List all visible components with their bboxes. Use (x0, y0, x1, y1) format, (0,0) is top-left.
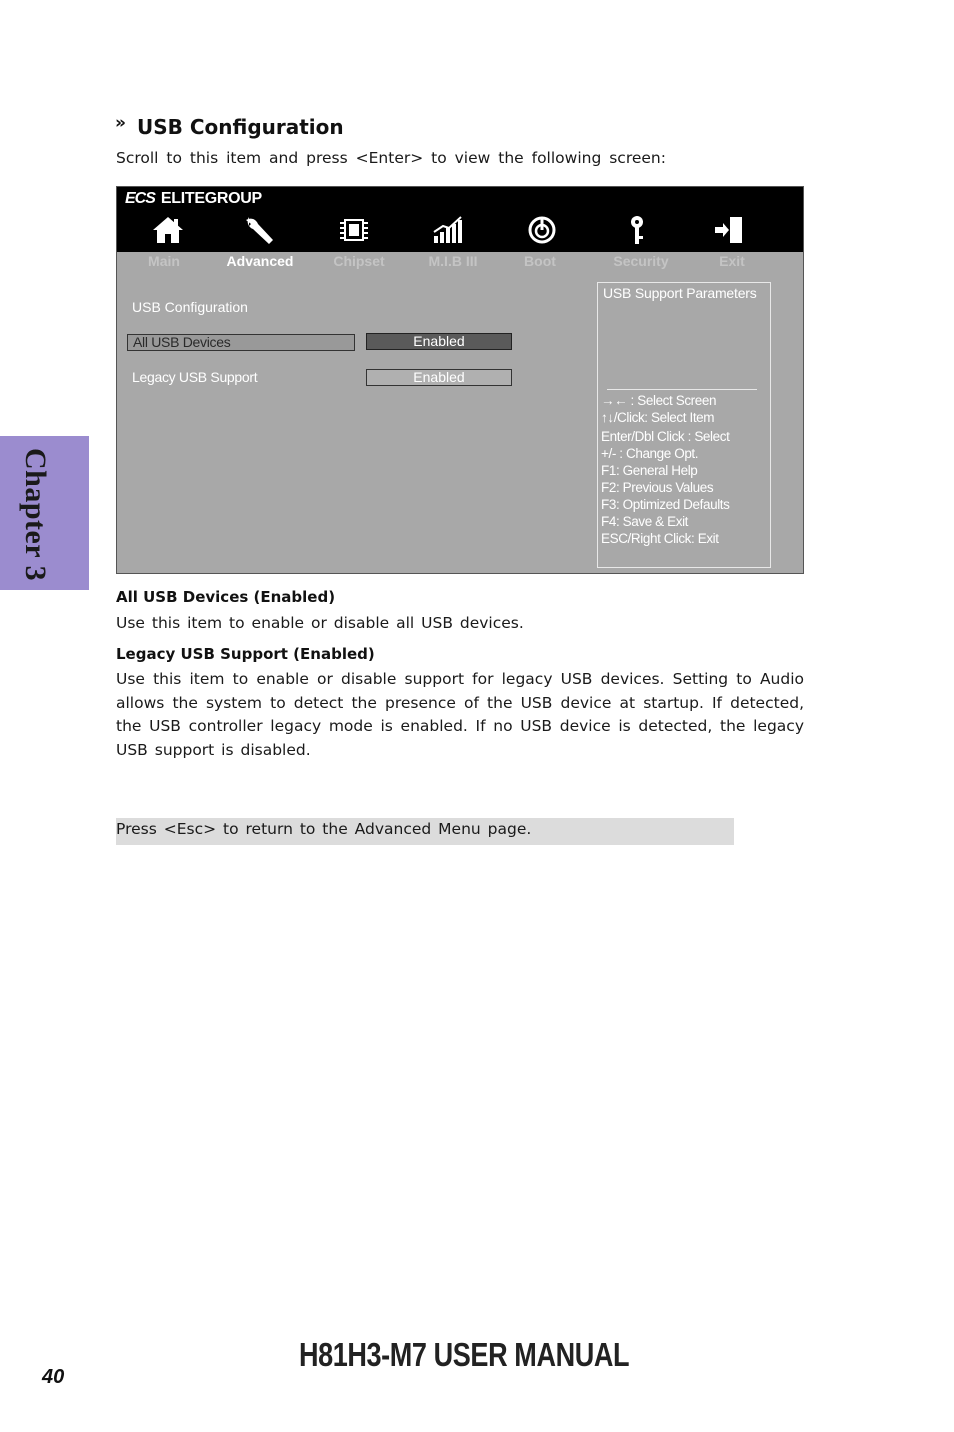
option-all-usb-devices[interactable]: All USB Devices (127, 334, 355, 351)
option-legacy-usb-support-value[interactable]: Enabled (366, 369, 512, 386)
tab-advanced[interactable]: Advanced (226, 253, 294, 269)
bios-page-heading: USB Configuration (132, 299, 248, 315)
section-title: USB Configuration (137, 115, 344, 139)
item-title-legacy-usb: Legacy USB Support (Enabled) (116, 645, 375, 663)
tab-exit[interactable]: Exit (719, 253, 745, 269)
help-key-line: F2: Previous Values (601, 480, 714, 495)
help-key-line: F1: General Help (601, 463, 698, 478)
chip-icon[interactable] (337, 214, 371, 246)
tab-chipset[interactable]: Chipset (333, 253, 385, 269)
section-marker: » (115, 113, 123, 133)
ecs-logo: ECS (125, 190, 155, 207)
item-desc-all-usb: Use this item to enable or disable all USB devices. (116, 614, 524, 632)
note-bar (116, 818, 734, 845)
tab-boot[interactable]: Boot (524, 253, 556, 269)
tab-mib[interactable]: M.I.B III (428, 253, 478, 269)
wrench-icon[interactable] (243, 214, 277, 246)
home-icon[interactable] (151, 214, 185, 246)
manual-title: H81H3-M7 USER MANUAL (299, 1336, 630, 1373)
bios-screenshot (116, 186, 804, 574)
chapter-label: Chapter 3 (19, 448, 52, 582)
chapter-tab (0, 436, 89, 590)
help-key-line: →← : Select Screen (601, 393, 717, 408)
help-key-line: F3: Optimized Defaults (601, 497, 730, 512)
item-title-all-usb: All USB Devices (Enabled) (116, 588, 336, 606)
tab-main[interactable]: Main (148, 253, 180, 269)
brand-name: ELITEGROUP (160, 190, 262, 207)
help-key-line: ESC/Right Click: Exit (601, 531, 719, 546)
note-text: Press <Esc> to return to the Advanced Menu page. (116, 820, 532, 838)
tab-security[interactable]: Security (613, 253, 669, 269)
option-legacy-usb-support[interactable]: Legacy USB Support (132, 369, 258, 385)
item-desc-legacy-usb: Use this item to enable or disable support for legacy USB devices. Setting to Audio allows the system to detect the presence of the USB device at startup. If detected, the USB controller legacy mode is enabled. If no USB device is detected, the legacy USB support is disabled. (116, 670, 804, 759)
brand-logo (125, 190, 262, 208)
page-number: 40 (42, 1366, 65, 1388)
power-icon[interactable] (525, 214, 559, 246)
help-key-line: ↑↓/Click: Select Item (601, 410, 715, 425)
intro-text: Scroll to this item and press <Enter> to view the following screen: (116, 149, 666, 167)
help-divider (607, 389, 757, 390)
option-all-usb-devices-value[interactable]: Enabled (366, 333, 512, 350)
key-icon[interactable] (620, 214, 654, 246)
chart-icon[interactable] (431, 214, 465, 246)
help-panel (597, 282, 771, 568)
help-key-line: F4: Save & Exit (601, 514, 689, 529)
exit-icon[interactable] (712, 214, 746, 246)
help-key-line: Enter/Dbl Click : Select (601, 429, 730, 444)
help-key-line: +/- : Change Opt. (601, 446, 699, 461)
help-title: USB Support Parameters (603, 285, 757, 301)
bios-top-bar (117, 187, 803, 252)
